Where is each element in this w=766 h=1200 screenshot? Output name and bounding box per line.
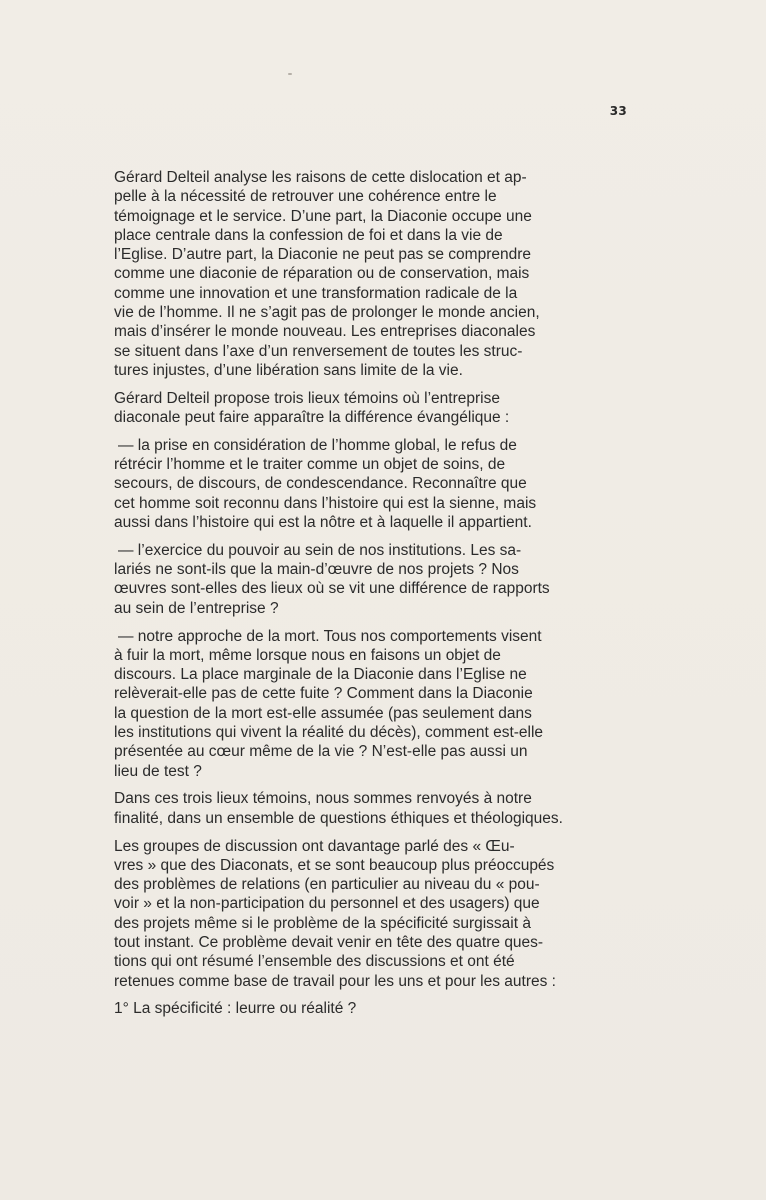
body-text xyxy=(114,168,626,1019)
list-item-global-man: — la prise en considération de l’homme global, le refus de rétrécir l’homme et le traiter comme un objet de soins, de secours, de discours, de condescendance. Reconnaître que cet homme soit reconnu dans l’histoire qui est la sienne, mais aussi dans l’histoire qui est la nôtre et à laquelle il appartient. xyxy=(114,436,537,532)
page-number: 33 xyxy=(609,104,627,118)
paragraph-finality: Dans ces trois lieux témoins, nous sommes renvoyés à notre finalité, dans un ensemble de questions éthiques et théologiques. xyxy=(114,790,563,827)
question-specificity: 1° La spécificité : leurre ou réalité ? xyxy=(114,1000,357,1018)
paragraph-discussion-groups: Les groupes de discussion ont davantage parlé des « Œu- vres » que des Diaconats, et se sont beaucoup plus préoccupés des problèmes de relations (en particulier au niveau du « pou- voir » et la non-participation du personnel et des usagers) que des projets même si le problème de la spécificité surgissait à tout instant. Ce problème devait venir en tête des quatre ques- tions qui ont résumé l’ensemble des discussions et ont été retenues comme base de travail pour les uns et pour les autres : xyxy=(114,837,556,990)
paragraph-delteil-analysis: Gérard Delteil analyse les raisons de cette dislocation et ap- pelle à la nécessité de retrouver une cohérence entre le témoignage et le service. D’une part, la Diaconie occupe une place centrale dans la confession de foi et dans la vie de l’Eglise. D’autre part, la Diaconie ne peut pas se comprendre comme une diaconie de réparation ou de conservation, mais comme une innovation et une transformation radicale de la vie de l’homme. Il ne s’agit pas de prolonger le monde ancien, mais d’insérer le monde nouveau. Les entreprises diaconales se situent dans l’axe d’un renversement de toutes les struc- tures injustes, d’une libération sans limite de la vie. xyxy=(114,169,540,379)
paper-speck xyxy=(288,73,292,75)
list-item-approach-to-death: — notre approche de la mort. Tous nos comportements visent à fuir la mort, même lorsque nous en faisons un objet de discours. La place marginale de la Diaconie dans l’Eglise ne relèverait-elle pas de cette fuite ? Comment dans la Diaconie la question de la mort est-elle assumée (pas seulement dans les institutions qui vivent la réalité du décès), comment est-elle présentée au cœur même de la vie ? N’est-elle pas aussi un lieu de test ? xyxy=(114,627,544,780)
paragraph-three-witness-places: Gérard Delteil propose trois lieux témoins où l’entreprise diaconale peut faire apparaître la différence évangélique : xyxy=(114,389,510,427)
list-item-exercise-of-power: — l’exercice du pouvoir au sein de nos institutions. Les sa- lariés ne sont-ils que la main-d’œuvre de nos projets ? Nos œuvres sont-elles des lieux où se vit une différence de rapports au sein de l’entreprise ? xyxy=(114,541,550,617)
